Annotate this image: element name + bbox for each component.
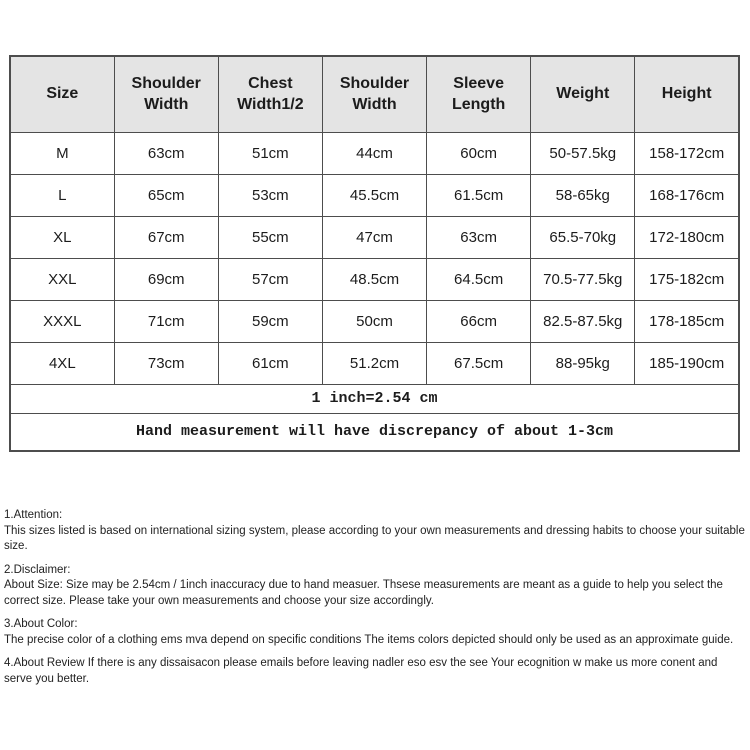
cell-size: XXL — [10, 258, 114, 300]
cell-shoulder2: 45.5cm — [322, 174, 426, 216]
cell-shoulder2: 44cm — [322, 132, 426, 174]
cell-shoulder: 69cm — [114, 258, 218, 300]
cell-shoulder: 67cm — [114, 216, 218, 258]
header-shoulder-width: Shoulder Width — [114, 56, 218, 132]
table-row-4xl — [10, 342, 739, 384]
header-weight: Weight — [531, 56, 635, 132]
cell-sleeve: 64.5cm — [427, 258, 531, 300]
cell-sleeve: 67.5cm — [427, 342, 531, 384]
notes-section — [4, 508, 748, 695]
table-row-xl — [10, 216, 739, 258]
cell-weight: 65.5-70kg — [531, 216, 635, 258]
cell-sleeve: 61.5cm — [427, 174, 531, 216]
disclaimer-block — [4, 563, 748, 610]
cell-shoulder2: 47cm — [322, 216, 426, 258]
cell-sleeve: 66cm — [427, 300, 531, 342]
cell-sleeve: 60cm — [427, 132, 531, 174]
cell-height: 175-182cm — [635, 258, 739, 300]
cell-shoulder2: 50cm — [322, 300, 426, 342]
table-row-xxl — [10, 258, 739, 300]
cell-shoulder: 71cm — [114, 300, 218, 342]
disclaimer-title: 2.Disclaimer: — [4, 563, 71, 576]
cell-shoulder: 63cm — [114, 132, 218, 174]
footnote-inch-text: 1 inch=2.54 cm — [10, 384, 739, 413]
cell-weight: 82.5-87.5kg — [531, 300, 635, 342]
about-review-body: 4.About Review If there is any dissaisacon please emails before leaving nadler eso esv the see Your ecognition w make us more conent and serve you better. — [4, 657, 718, 685]
cell-chest: 55cm — [218, 216, 322, 258]
cell-sleeve: 63cm — [427, 216, 531, 258]
cell-shoulder: 73cm — [114, 342, 218, 384]
table-row-l — [10, 174, 739, 216]
header-sleeve-length: Sleeve Length — [427, 56, 531, 132]
about-color-block — [4, 617, 748, 648]
footnote-inch-row — [10, 384, 739, 413]
attention-block — [4, 508, 748, 555]
cell-shoulder2: 51.2cm — [322, 342, 426, 384]
cell-chest: 61cm — [218, 342, 322, 384]
about-review-block — [4, 656, 748, 687]
cell-weight: 58-65kg — [531, 174, 635, 216]
cell-shoulder: 65cm — [114, 174, 218, 216]
header-shoulder-width-2: Shoulder Width — [322, 56, 426, 132]
header-row — [10, 56, 739, 132]
cell-chest: 59cm — [218, 300, 322, 342]
cell-weight: 88-95kg — [531, 342, 635, 384]
attention-body: This sizes listed is based on international sizing system, please according to your own measurements and dressing habits to choose your suitable size. — [4, 524, 745, 552]
size-chart-header — [10, 56, 739, 132]
header-size: Size — [10, 56, 114, 132]
cell-height: 168-176cm — [635, 174, 739, 216]
cell-chest: 53cm — [218, 174, 322, 216]
cell-chest: 51cm — [218, 132, 322, 174]
cell-height: 178-185cm — [635, 300, 739, 342]
cell-weight: 50-57.5kg — [531, 132, 635, 174]
disclaimer-body: About Size: Size may be 2.54cm / 1inch inaccuracy due to hand measuer. Thsese measurements are meant as a guide to help you select the correct size. Please take your own measurements and choose your size accordingly. — [4, 579, 723, 607]
attention-title: 1.Attention: — [4, 509, 63, 521]
table-row-m — [10, 132, 739, 174]
size-chart-table — [9, 55, 740, 452]
cell-weight: 70.5-77.5kg — [531, 258, 635, 300]
cell-height: 185-190cm — [635, 342, 739, 384]
footnote-hand-row — [10, 413, 739, 451]
cell-size: XL — [10, 216, 114, 258]
cell-height: 158-172cm — [635, 132, 739, 174]
size-chart-body — [10, 132, 739, 384]
cell-size: XXXL — [10, 300, 114, 342]
cell-chest: 57cm — [218, 258, 322, 300]
about-color-title: 3.About Color: — [4, 618, 78, 630]
header-chest-width: Chest Width1/2 — [218, 56, 322, 132]
about-color-body: The precise color of a clothing ems mva depend on specific conditions The items colors depicted should only be used as an approximate guide. — [4, 633, 734, 646]
table-row-xxxl — [10, 300, 739, 342]
header-height: Height — [635, 56, 739, 132]
cell-shoulder2: 48.5cm — [322, 258, 426, 300]
size-chart-footnotes — [10, 384, 739, 451]
footnote-hand-text: Hand measurement will have discrepancy of about 1-3cm — [10, 413, 739, 451]
cell-size: 4XL — [10, 342, 114, 384]
cell-size: L — [10, 174, 114, 216]
cell-size: M — [10, 132, 114, 174]
cell-height: 172-180cm — [635, 216, 739, 258]
